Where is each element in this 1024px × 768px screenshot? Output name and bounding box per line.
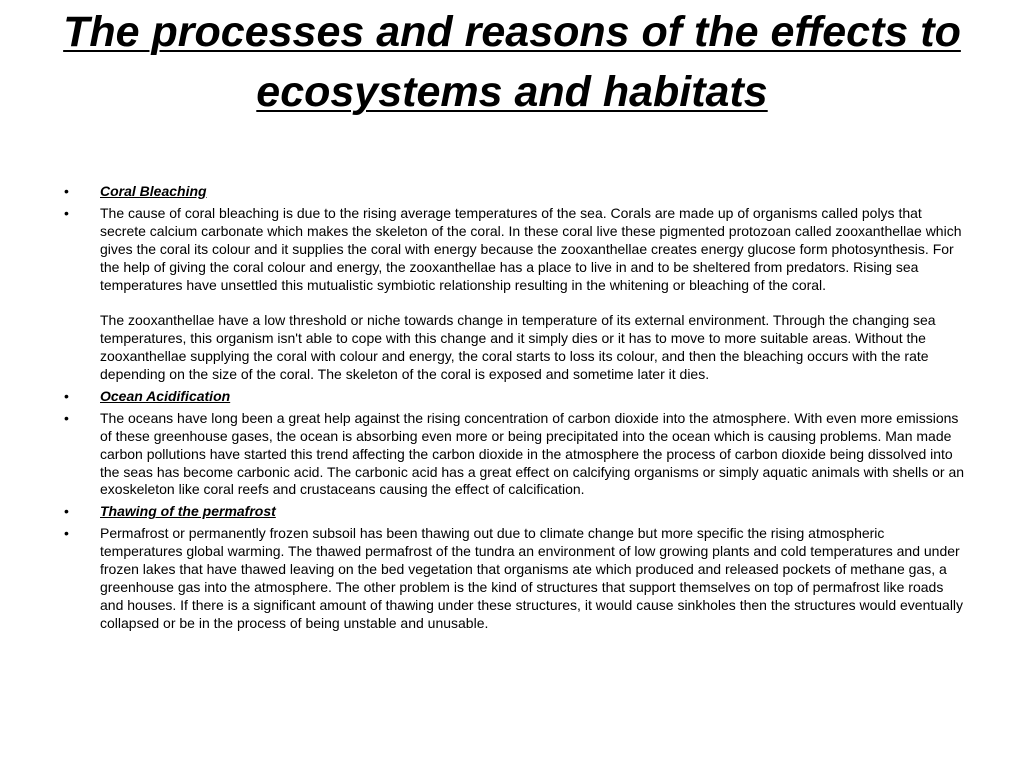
list-item-heading <box>60 388 970 406</box>
bullet-icon: • <box>64 503 69 520</box>
list-item-body <box>60 410 970 500</box>
bullet-icon: • <box>64 387 69 404</box>
list-item-heading <box>60 183 970 201</box>
body-paragraph: The oceans have long been a great help against the rising concentration of carbon dioxide into the atmosphere. With even more emissions of these greenhouse gases, the ocean is absorbing even more or being precipitated into the ocean which is causing problems. Man made carbon pollutions have started this trend affecting the carbon dioxide in the atmosphere the process of carbon dioxide being dissolved into the seas has become carbonic acid. The carbonic acid has a great effect on calcifying organisms or simply aquatic animals with shells or an exoskeleton like coral reefs and crustaceans causing the effect of calcification. <box>100 409 965 498</box>
section-heading-thawing-permafrost: Thawing of the permafrost <box>100 503 276 520</box>
body-paragraph: The cause of coral bleaching is due to the rising average temperatures of the sea. Corals are made up of organisms called polys that secrete calcium carbonate which makes the skeleton of the coral. In these coral live these pigmented protozoan called zooxanthellae which gives the coral its colour and it supplies the coral with energy because the zooxanthellae creates energy glucose form photosynthesis. For the help of giving the coral colour and energy, the zooxanthellae has a place to live in and to be sheltered from predators. Rising sea temperatures have unsettled this mutualistic symbiotic relationship resulting in the whitening or bleaching of the coral. <box>100 204 962 293</box>
bullet-list <box>60 183 970 637</box>
slide-title: The processes and reasons of the effects to ecosystems and habitats <box>63 8 961 116</box>
body-paragraph: Permafrost or permanently frozen subsoil has been thawing out due to climate change but more specific the rising atmospheric temperatures global warming. The thawed permafrost of the tundra an environment of low growing plants and cold temperatures and under frozen lakes that have thawed leaving on the bed vegetation that organisms ate which produced and released pockets of methane gas, a greenhouse gas into the atmosphere. The other problem is the kind of structures that support themselves on top of permafrost like roads and houses. If there is a significant amount of thawing under these structures, it would cause sinkholes then the structures would eventually collapsed or be in the process of being unstable and unusable. <box>100 525 964 631</box>
list-item-body <box>60 205 970 384</box>
list-item-body <box>60 525 970 632</box>
bullet-icon: • <box>64 409 69 426</box>
body-paragraph: The zooxanthellae have a low threshold or niche towards change in temperature of its external environment. Through the changing sea temperatures, this organism isn't able to cope with this change and it simply dies or it has to move to more suitable areas. Without the zooxanthellae supplying the coral with colour and energy, the coral starts to loss its colour, and then the bleaching occurs with the rate depending on the size of the coral. The skeleton of the coral is exposed and sometime later it dies. <box>100 312 936 383</box>
section-heading-coral-bleaching: Coral Bleaching <box>100 183 207 199</box>
bullet-icon: • <box>64 525 69 542</box>
bullet-icon: • <box>64 183 69 199</box>
section-heading-ocean-acidification: Ocean Acidification <box>100 387 231 404</box>
bullet-icon: • <box>64 204 69 221</box>
list-item-heading <box>60 503 970 521</box>
